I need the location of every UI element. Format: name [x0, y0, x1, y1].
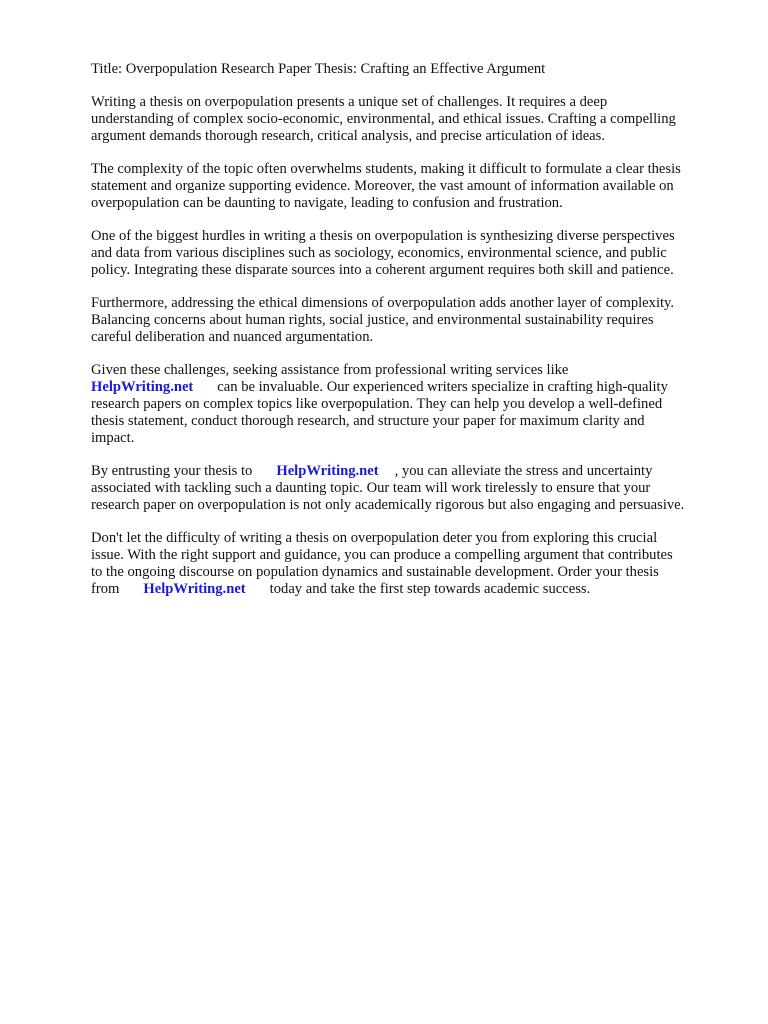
- paragraph-line: research papers on complex topics like overpopulation. They can help you develop a well-defined: [91, 396, 663, 412]
- paragraph-line: understanding of complex socio-economic, environmental, and ethical issues. Crafting a compelling: [91, 111, 676, 127]
- paragraph-assistance: [91, 362, 731, 447]
- paragraph-line: associated with tackling such a daunting topic. Our team will work tirelessly to ensure that your: [91, 480, 651, 496]
- paragraph-line: to the ongoing discourse on population dynamics and sustainable development. Order your thesis: [91, 564, 659, 580]
- paragraph-line: Furthermore, addressing the ethical dimensions of overpopulation adds another layer of complexity.: [91, 295, 675, 311]
- paragraph-line: impact.: [91, 430, 135, 446]
- paragraph-line: Writing a thesis on overpopulation presents a unique set of challenges. It requires a deep: [91, 94, 608, 110]
- paragraph-line: Balancing concerns about human rights, social justice, and environmental sustainability requires: [91, 312, 654, 328]
- paragraph-entrusting: [91, 463, 731, 514]
- paragraph-line-with-link: [91, 379, 731, 396]
- paragraph-line-text: can be invaluable. Our experienced writers specialize in crafting high-quality: [217, 379, 668, 395]
- paragraph-line-text: today and take the first step towards academic success.: [269, 581, 591, 597]
- paragraph-line: and data from various disciplines such as sociology, economics, environmental science, and public: [91, 245, 667, 261]
- paragraph-line-text: By entrusting your thesis to: [91, 463, 253, 479]
- paragraph-line: careful deliberation and nuanced argumentation.: [91, 329, 374, 345]
- paragraph-line: Given these challenges, seeking assistance from professional writing services like: [91, 362, 569, 378]
- paragraph-intro: [91, 94, 731, 145]
- paragraph-line-with-link: [91, 463, 731, 480]
- paragraph-complexity: [91, 161, 731, 212]
- paragraph-line: issue. With the right support and guidance, you can produce a compelling argument that contributes: [91, 547, 673, 563]
- paragraph-line: research paper on overpopulation is not only academically rigorous but also engaging and persuasive.: [91, 497, 685, 513]
- paragraph-line: The complexity of the topic often overwhelms students, making it difficult to formulate a clear thesis: [91, 161, 681, 177]
- paragraph-line: argument demands thorough research, critical analysis, and precise articulation of ideas.: [91, 128, 605, 144]
- paragraph-line-with-link: [91, 581, 731, 598]
- paragraph-line: Don't let the difficulty of writing a thesis on overpopulation deter you from exploring this crucial: [91, 530, 658, 546]
- paragraph-line: statement and organize supporting evidence. Moreover, the vast amount of information available on: [91, 178, 674, 194]
- document-title: Title: Overpopulation Research Paper Thesis: Crafting an Effective Argument: [91, 61, 546, 77]
- paragraph-line-text: , you can alleviate the stress and uncertainty: [394, 463, 653, 479]
- paragraph-line-text: from: [91, 581, 120, 597]
- paragraph-closing: [91, 530, 731, 598]
- paragraph-ethics: [91, 295, 731, 346]
- paragraph-hurdles: [91, 228, 731, 279]
- paragraph-line: thesis statement, conduct thorough research, and structure your paper for maximum clarity and: [91, 413, 645, 429]
- helpwriting-link[interactable]: HelpWriting.net: [143, 581, 246, 597]
- helpwriting-link[interactable]: HelpWriting.net: [91, 379, 194, 395]
- paragraph-line: One of the biggest hurdles in writing a thesis on overpopulation is synthesizing diverse perspectives: [91, 228, 675, 244]
- helpwriting-link[interactable]: HelpWriting.net: [276, 463, 379, 479]
- paragraph-line: policy. Integrating these disparate sources into a coherent argument requires both skill and patience.: [91, 262, 674, 278]
- paragraph-line: overpopulation can be daunting to navigate, leading to confusion and frustration.: [91, 195, 563, 211]
- document-body: [91, 61, 731, 614]
